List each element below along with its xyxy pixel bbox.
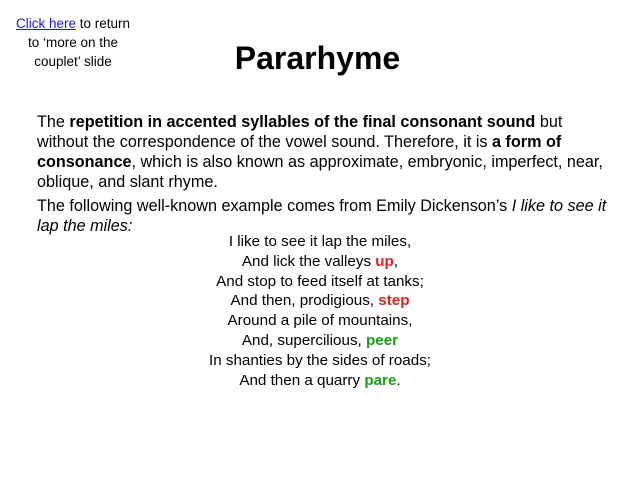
return-note-line3: couplet’ slide [34, 54, 112, 69]
rhyme-word-up: up [375, 252, 394, 270]
return-note [4, 14, 142, 71]
poem-line-6-text: And, supercilious, [241, 331, 366, 349]
poem-line-1: I like to see it lap the miles, [228, 233, 412, 250]
poem [150, 232, 490, 390]
rhyme-word-peer: peer [366, 331, 399, 349]
rhyme-word-step: step [378, 292, 410, 310]
return-note-line2: to ‘more on the [27, 35, 119, 50]
poem-line-6 [150, 331, 490, 351]
definition-text-2: but without the correspondence of the vowel sound. Therefore, it is [37, 113, 563, 151]
click-here-link[interactable]: Click here [15, 16, 76, 31]
poem-line-8-text: And then a quarry [239, 371, 365, 389]
definition-text-1: The [37, 113, 70, 131]
poem-line-2-text: And lick the valleys [241, 252, 376, 270]
example-intro-text: The following well-known example comes from Emily Dickenson’s [37, 197, 512, 215]
definition-bold-1: repetition in accented syllables of the final consonant sound [69, 113, 536, 131]
definition-paragraph [37, 112, 607, 192]
poem-title: I like to see it lap the miles: [37, 197, 607, 235]
poem-line-7: In shanties by the sides of roads; [208, 351, 432, 369]
poem-line-4-text: And then, prodigious, [230, 292, 379, 310]
poem-line-5: Around a pile of mountains, [227, 312, 413, 330]
definition-text-3: , which is also known as approximate, embryonic, imperfect, near, oblique, and slant rhyme. [37, 153, 603, 191]
poem-line-4 [150, 291, 490, 311]
poem-line-2-punct: , [393, 252, 399, 270]
return-note-line1: to return [76, 16, 131, 31]
body-text [37, 112, 607, 240]
poem-line-2 [150, 252, 490, 272]
slide-title: Pararhyme [234, 40, 401, 76]
example-intro-paragraph [37, 196, 607, 236]
poem-line-8 [150, 371, 490, 391]
rhyme-word-pare: pare [364, 371, 397, 389]
definition-bold-2: a form of consonance [37, 133, 562, 171]
poem-line-8-punct: . [396, 371, 401, 389]
poem-line-3: And stop to feed itself at tanks; [216, 272, 424, 290]
